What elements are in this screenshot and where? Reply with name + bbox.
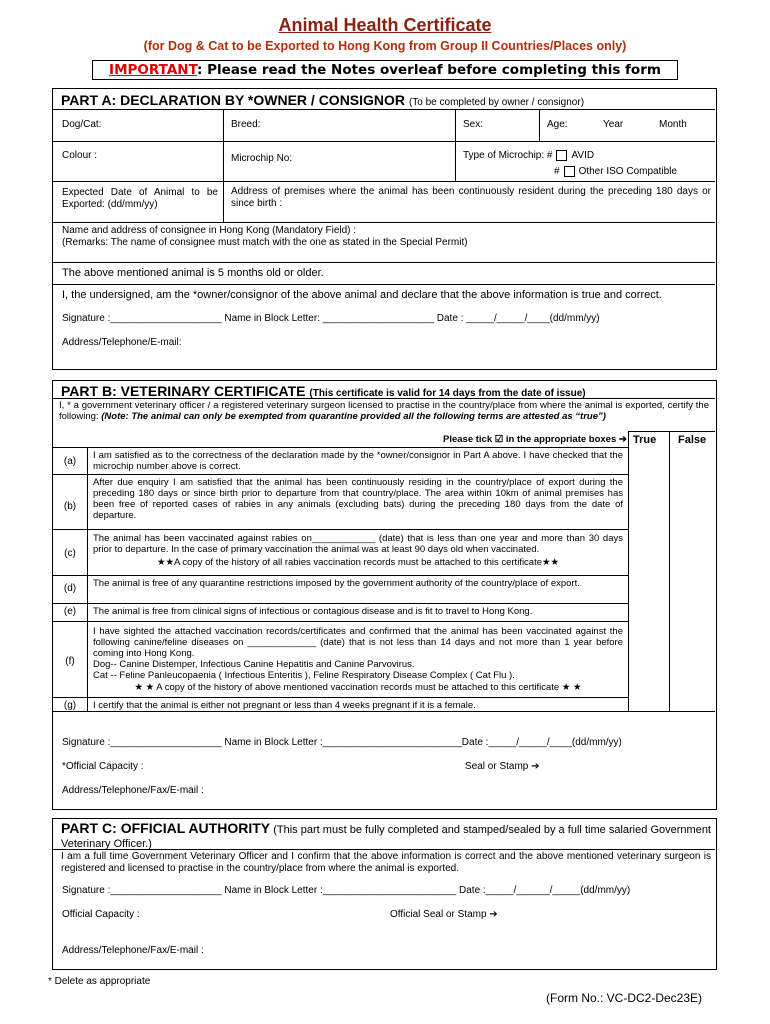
- vet-official-capacity-label: *Official Capacity :: [62, 761, 144, 772]
- age-field-label: Age:: [547, 119, 568, 130]
- divider: [87, 447, 88, 711]
- colour-field-label: Colour :: [62, 150, 98, 161]
- owner-signature-line: Signature :____________________ Name in Block Letter: ____________________ Date : _____/_____/____(dd/mm/yy): [62, 313, 600, 324]
- vet-intro-text: I, * a government veterinary officer / a registered veterinary surgeon licensed to practise in the country/place from where the animal is exported, certify the following:: [59, 400, 709, 422]
- divider: [53, 621, 628, 622]
- official-statement: I am a full time Government Veterinary Officer and I confirm that the above information is correct and the above mentioned veterinary surgeon is registered and licensed to practise in the country/place from where the animal is exported.: [61, 851, 711, 874]
- important-notice: [92, 60, 678, 80]
- divider: [53, 603, 628, 604]
- condition-f-text: I have sighted the attached vaccination records/certificates and confirmed that the animal has been vaccinated against the following canine/feline diseases on _____________ (date) that is not less than 14 days and not more than 1 year before coming into Hong Kong.: [93, 626, 623, 659]
- microchip-type-row: [463, 150, 594, 162]
- part-b-section: [52, 380, 717, 810]
- row-label-f: (f): [65, 656, 75, 667]
- consignee-label: Name and address of consignee in Hong Kong (Mandatory Field) :: [62, 225, 357, 236]
- row-label-g: (g): [63, 700, 77, 711]
- expected-date-label: Expected Date of Animal to be Exported: (dd/mm/yy): [62, 187, 218, 210]
- divider: [53, 181, 715, 182]
- part-b-heading-note: (This certificate is valid for 14 days from the date of issue): [309, 388, 586, 399]
- age-month-label: Month: [659, 119, 687, 130]
- part-b-heading-text: PART B: VETERINARY CERTIFICATE: [61, 383, 306, 399]
- part-c-heading: [61, 821, 711, 851]
- divider: [53, 529, 628, 530]
- divider: [628, 431, 629, 711]
- false-column-header: False: [678, 434, 707, 446]
- row-label-b: (b): [63, 501, 77, 512]
- divider: [669, 431, 670, 711]
- certificate-title: Animal Health Certificate: [278, 15, 492, 35]
- condition-f-cat: Cat -- Feline Panleucopaenia ( Infectious Enteritis ), Feline Respiratory Disease Complex ( Cat Flu ).: [93, 670, 515, 681]
- divider: [53, 141, 715, 142]
- part-a-heading: [61, 92, 584, 108]
- part-c-section: [52, 818, 717, 970]
- iso-label: Other ISO Compatible: [578, 166, 677, 178]
- vet-address-label: Address/Telephone/Fax/E-mail :: [62, 785, 204, 796]
- condition-f-dog: Dog-- Canine Distemper, Infectious Canine Hepatitis and Canine Parvovirus.: [93, 659, 415, 670]
- row-label-e: (e): [63, 606, 77, 617]
- divider: [53, 398, 715, 399]
- divider: [53, 109, 715, 110]
- divider: [53, 697, 628, 698]
- important-text: : Please read the Notes overleaf before completing this form: [197, 62, 661, 78]
- divider: [53, 447, 628, 448]
- divider: [53, 222, 715, 223]
- true-column-header: True: [633, 434, 657, 446]
- premises-address-label: Address of premises where the animal has been continuously resident during the preceding 180 days or since birth :: [231, 186, 711, 209]
- divider: [628, 431, 715, 432]
- condition-c-text: The animal has been vaccinated against rabies on____________ (date) that is less than one year and more than 30 days prior to departure. In the case of primary vaccination the animal was at least 90 days old when vaccinated.: [93, 533, 623, 555]
- important-label: IMPORTANT: [109, 62, 198, 78]
- divider: [455, 109, 456, 181]
- part-a-heading-note: (To be completed by owner / consignor): [408, 97, 585, 108]
- row-label-a: (a): [63, 456, 77, 467]
- age-statement: The above mentioned animal is 5 months old or older.: [62, 267, 324, 279]
- form-number: (Form No.: VC-DC2-Dec23E): [546, 991, 703, 1005]
- official-signature-line: Signature :____________________ Name in Block Letter :________________________ Date :_____/______/_____(dd/mm/yy): [62, 885, 631, 896]
- vet-signature-line: Signature :____________________ Name in Block Letter :_________________________Date :_____/_____/____(dd/mm/yy): [62, 737, 622, 748]
- condition-e-text: The animal is free from clinical signs of infectious or contagious disease and is fit to travel to Hong Kong.: [93, 606, 533, 617]
- hash-mark: #: [554, 166, 560, 178]
- part-a-heading-text: PART A: DECLARATION BY *OWNER / CONSIGNOR: [61, 92, 406, 108]
- part-c-heading-note: (This part must be fully completed and stamped/sealed by a full time salaried Government Veterinary Officer.): [61, 824, 711, 850]
- vet-seal-label: Seal or Stamp ➔: [465, 761, 540, 772]
- age-year-label: Year: [603, 119, 624, 130]
- divider: [53, 575, 628, 576]
- breed-field-label: Breed:: [231, 119, 261, 130]
- divider: [53, 262, 715, 263]
- row-label-d: (d): [63, 583, 77, 594]
- sex-field-label: Sex:: [463, 119, 484, 130]
- dogcat-field-label: Dog/Cat:: [62, 119, 102, 130]
- vet-intro: [59, 400, 709, 422]
- iso-checkbox[interactable]: [564, 166, 575, 177]
- owner-address-label: Address/Telephone/E-mail:: [62, 337, 182, 348]
- tick-instruction: Please tick ☑ in the appropriate boxes ➔: [443, 434, 627, 445]
- divider: [539, 109, 540, 141]
- divider: [223, 109, 224, 222]
- divider: [53, 284, 715, 285]
- divider: [53, 474, 628, 475]
- row-label-c: (c): [64, 548, 76, 559]
- official-seal-label: Official Seal or Stamp ➔: [390, 909, 498, 920]
- part-c-heading-text: PART C: OFFICIAL AUTHORITY: [61, 820, 271, 836]
- microchip-field-label: Microchip No:: [231, 153, 293, 164]
- consignee-remarks: (Remarks: The name of consignee must match with the one as stated in the Special Permit): [62, 237, 468, 248]
- condition-g-text: I certify that the animal is either not pregnant or less than 4 weeks pregnant if it is a female.: [93, 700, 476, 711]
- official-capacity-label: Official Capacity :: [62, 909, 140, 920]
- condition-c-note: ★★A copy of the history of all rabies vaccination records must be attached to this certificate★★: [156, 557, 560, 568]
- condition-b-text: After due enquiry I am satisfied that the animal has been continuously residing in the country/place of export during the preceding 180 days or since birth prior to departure from that country/place. The area within 10km of animal premises has been free of reported cases of rabies in any animals (excluding bats) during the preceding 180 days from the date of departure.: [93, 477, 623, 521]
- microchip-type-label: Type of Microchip: #: [463, 150, 553, 162]
- divider: [53, 849, 715, 850]
- condition-f-note: ★ ★ A copy of the history of above mentioned vaccination records must be attached to this certificate ★ ★: [134, 682, 582, 693]
- owner-declaration: I, the undersigned, am the *owner/consignor of the above animal and declare that the above information is true and correct.: [62, 289, 662, 301]
- vet-intro-note: (Note: The animal can only be exempted from quarantine provided all the following terms are attested as “true”): [101, 411, 606, 422]
- iso-row: [554, 166, 677, 178]
- part-b-heading: [61, 383, 586, 399]
- condition-a-text: I am satisfied as to the correctness of the declaration made by the *owner/consignor in Part A above. I have checked that the microchip number above is correct.: [93, 450, 623, 472]
- condition-d-text: The animal is free of any quarantine restrictions imposed by the government authority of the country/place of export.: [93, 578, 580, 589]
- avid-label: AVID: [571, 150, 595, 162]
- avid-checkbox[interactable]: [556, 150, 567, 161]
- certificate-subtitle: (for Dog & Cat to be Exported to Hong Kong from Group II Countries/Places only): [143, 39, 627, 53]
- official-address-label: Address/Telephone/Fax/E-mail :: [62, 945, 204, 956]
- part-a-section: [52, 88, 717, 370]
- delete-note: * Delete as appropriate: [48, 976, 151, 987]
